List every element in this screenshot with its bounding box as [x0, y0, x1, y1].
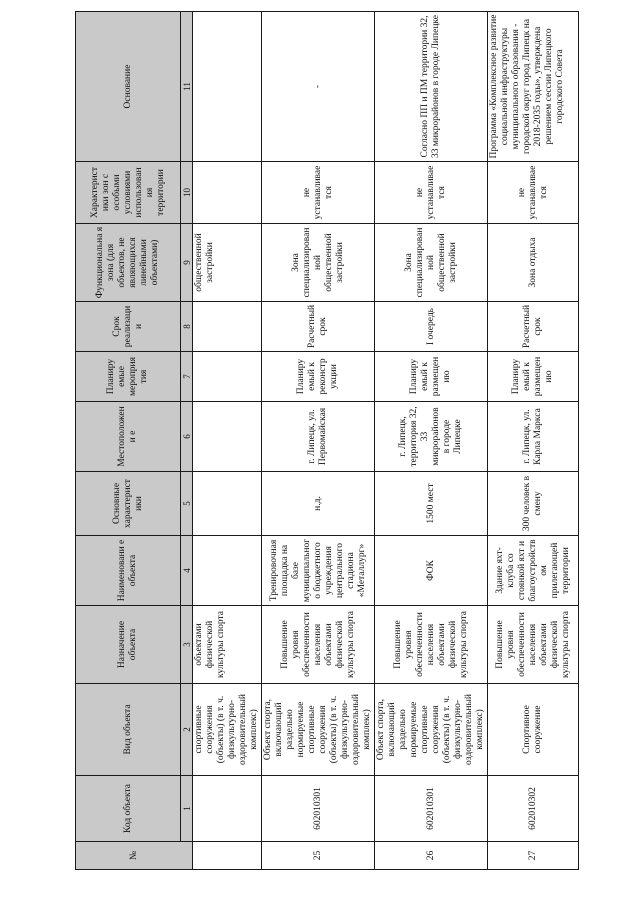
cell-kind: Спортивное сооружение [488, 684, 579, 776]
cell-kind: Объект спорта, включающий раздельно нормируемые спортивные сооружения (объекты) (в т. ч. физкультурно-оздоровительный комплекс) [262, 684, 375, 776]
cell-characteristics [193, 472, 262, 536]
cell-term: I очередь [375, 302, 488, 352]
cell-name [193, 536, 262, 606]
header-number: № [76, 842, 193, 870]
column-number: 8 [181, 302, 193, 352]
cell-location [193, 402, 262, 472]
cell-basis: - [262, 12, 375, 162]
cell-characteristics: 1500 мест [375, 472, 488, 536]
cell-code: 602010301 [262, 776, 375, 842]
column-number: 9 [181, 224, 193, 302]
header-basis: Основание [76, 12, 181, 162]
cell-measures [193, 352, 262, 402]
cell-purpose: объектами физической культуры спорта [193, 606, 262, 684]
cell-measures: Планиру емый к реконстр укции [262, 352, 375, 402]
cell-basis: Программа «Комплексное развитие социальной инфраструктуры муниципального образования - городской округ город Липецк на 2018-2035 годы», утверждена решением сессии Липецкого городского Совета [488, 12, 579, 162]
cell-name: Тренировочная площадка на базе муниципальног о бюджетного учреждения центрального стадиона «Металлург» [262, 536, 375, 606]
cell-measures: Планиру емый к размещен ию [488, 352, 579, 402]
header-name: Наименовани е объекта [76, 536, 181, 606]
cell-purpose: Повышение уровня обеспеченности населения объектами физической культуры спорта [375, 606, 488, 684]
cell-location: г. Липецк, ул. Карла Маркса [488, 402, 579, 472]
cell-number [193, 842, 262, 870]
cell-location: г. Липецк, ул. Первомайская [262, 402, 375, 472]
header-functional-zone: Функциональна я зона (для объектов, не являющихся линейными объектами) [76, 224, 181, 302]
cell-zone-conditions: не устанавливае тся [375, 162, 488, 224]
header-kind: Вид объекта [76, 684, 181, 776]
cell-name: Здание яхт-клуба со стоянкой яхт и благоустройств ом прилегающей территории [488, 536, 579, 606]
cell-basis: Согласно ПП и ПМ территории 32, 33 микрорайонов в городе Липецке [375, 12, 488, 162]
header-zone-conditions: Характерист ики зон с особыми условиями использован ия территории [76, 162, 181, 224]
cell-characteristics: 300 человек в смену [488, 472, 579, 536]
table-row [262, 12, 375, 870]
column-number: 1 [181, 776, 193, 842]
cell-functional-zone: Зона специализирован ной общественной застройки [375, 224, 488, 302]
header-purpose: Назначение объекта [76, 606, 181, 684]
column-number: 3 [181, 606, 193, 684]
cell-code: 602010302 [488, 776, 579, 842]
cell-basis [193, 12, 262, 162]
cell-functional-zone: Зона отдыха [488, 224, 579, 302]
column-number: 4 [181, 536, 193, 606]
cell-purpose: Повышение уровня обеспеченности населения объектами физической культуры спорта [488, 606, 579, 684]
column-number: 2 [181, 684, 193, 776]
cell-code: 602010301 [375, 776, 488, 842]
cell-location: г. Липецк, территория 32, 33 микрорайонов в городе Липецке [375, 402, 488, 472]
objects-table [75, 11, 579, 870]
cell-number: 27 [488, 842, 579, 870]
table-row [488, 12, 579, 870]
cell-kind: Объект спорта, включающий раздельно нормируемые спортивные сооружения (объекты) (в т. ч. физкультурно-оздоровительный комплекс) [375, 684, 488, 776]
cell-number: 25 [262, 842, 375, 870]
header-measures: Планиру емые мероприя тия [76, 352, 181, 402]
column-number: 7 [181, 352, 193, 402]
header-term: Срок реализаци и [76, 302, 181, 352]
column-number-row [181, 12, 193, 870]
table-row [193, 12, 262, 870]
cell-measures: Планиру емый к размещен ию [375, 352, 488, 402]
cell-functional-zone: общественной застройки [193, 224, 262, 302]
column-number: 6 [181, 402, 193, 472]
cell-kind: спортивные сооружения (объекты) (в т. ч. физкультурно-оздоровительный комплекс) [193, 684, 262, 776]
cell-zone-conditions: не устанавливае тся [488, 162, 579, 224]
cell-characteristics: н.д. [262, 472, 375, 536]
cell-name: ФОК [375, 536, 488, 606]
header-code: Код объекта [76, 776, 181, 842]
cell-zone-conditions [193, 162, 262, 224]
cell-term [193, 302, 262, 352]
cell-term: Расчетный срок [262, 302, 375, 352]
column-number: 5 [181, 472, 193, 536]
column-number: 10 [181, 162, 193, 224]
cell-term: Расчетный срок [488, 302, 579, 352]
table-row [375, 12, 488, 870]
header-location: Местоположени е [76, 402, 181, 472]
column-number: 11 [181, 12, 193, 162]
table-header-row [76, 12, 181, 870]
cell-number: 26 [375, 842, 488, 870]
cell-code [193, 776, 262, 842]
cell-purpose: Повышение уровня обеспеченности населения объектами физической культуры спорта [262, 606, 375, 684]
cell-functional-zone: Зона специализирован ной общественной застройки [262, 224, 375, 302]
header-characteristics: Основные характерист ики [76, 472, 181, 536]
cell-zone-conditions: не устанавливае тся [262, 162, 375, 224]
rotated-table-container [75, 14, 571, 870]
